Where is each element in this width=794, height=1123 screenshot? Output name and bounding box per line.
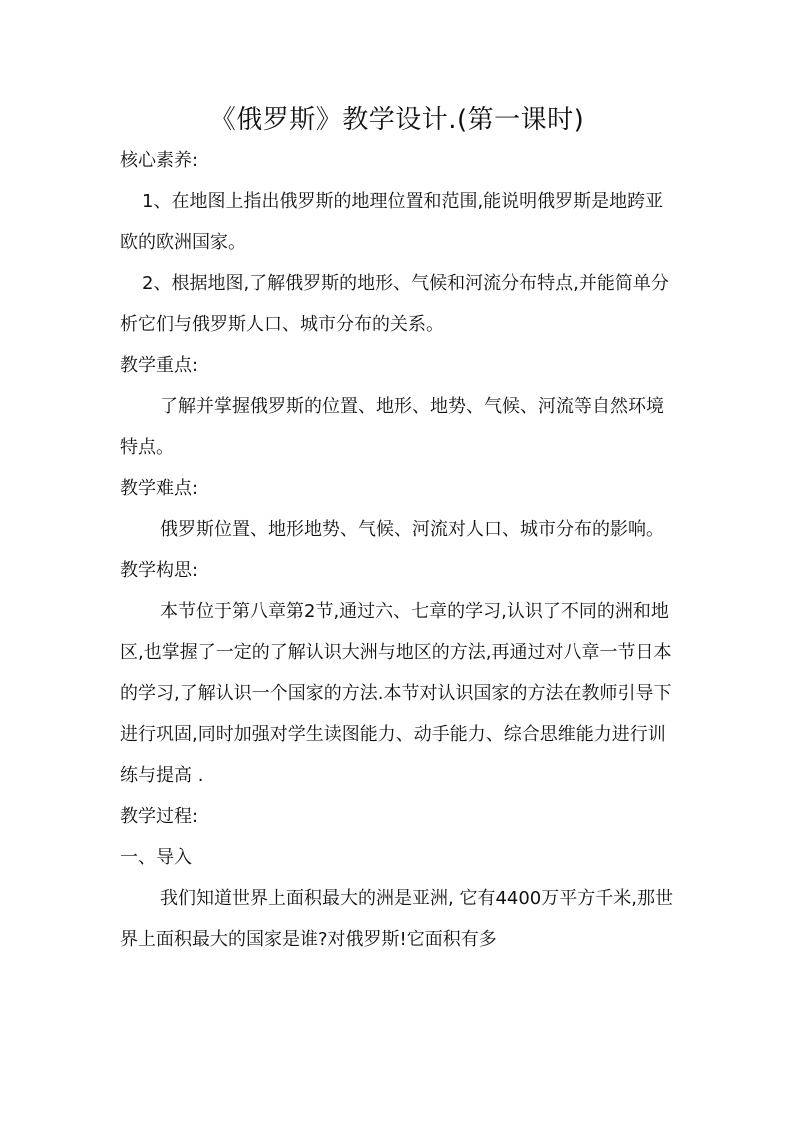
section-heading-core-literacy: 核心素养: [120,150,199,171]
objective-item-1: 1、在地图上指出俄罗斯的地理位置和范围,能说明俄罗斯是地跨亚欧的欧洲国家。 [120,191,664,253]
difficulties-paragraph: 俄罗斯位置、地形地势、气候、河流对人口、城市分布的影响。 [160,519,664,540]
document-body [120,140,680,960]
section-heading-difficulties: 教学难点: [120,478,199,499]
section-heading-introduction: 一、导入 [120,847,192,868]
section-heading-teaching-concept: 教学构思: [120,560,199,581]
section-heading-teaching-process: 教学过程: [120,806,199,827]
teaching-concept-paragraph: 本节位于第八章第2节,通过六、七章的学习,认识了不同的洲和地区,也掌握了一定的了解认识大洲与地区的方法,再通过对八章一节日本的学习,了解认识一个国家的方法.本节对认识国家的方法在教师引导下进行巩固,同时加强对学生读图能力、动手能力、综合思维能力进行训练与提高 . [120,601,672,786]
document-title: 《俄罗斯》教学设计.(第一课时) [209,105,585,135]
section-heading-key-points: 教学重点: [120,355,199,376]
objective-item-2: 2、根据地图,了解俄罗斯的地形、气候和河流分布特点,并能简单分析它们与俄罗斯人口、城市分布的关系。 [120,273,669,335]
introduction-paragraph: 我们知道世界上面积最大的洲是亚洲, 它有4400万平方千米,那世界上面积最大的国家是谁?对俄罗斯!它面积有多 [120,888,673,950]
key-points-paragraph: 了解并掌握俄罗斯的位置、地形、地势、气候、河流等自然环境特点。 [120,396,664,458]
